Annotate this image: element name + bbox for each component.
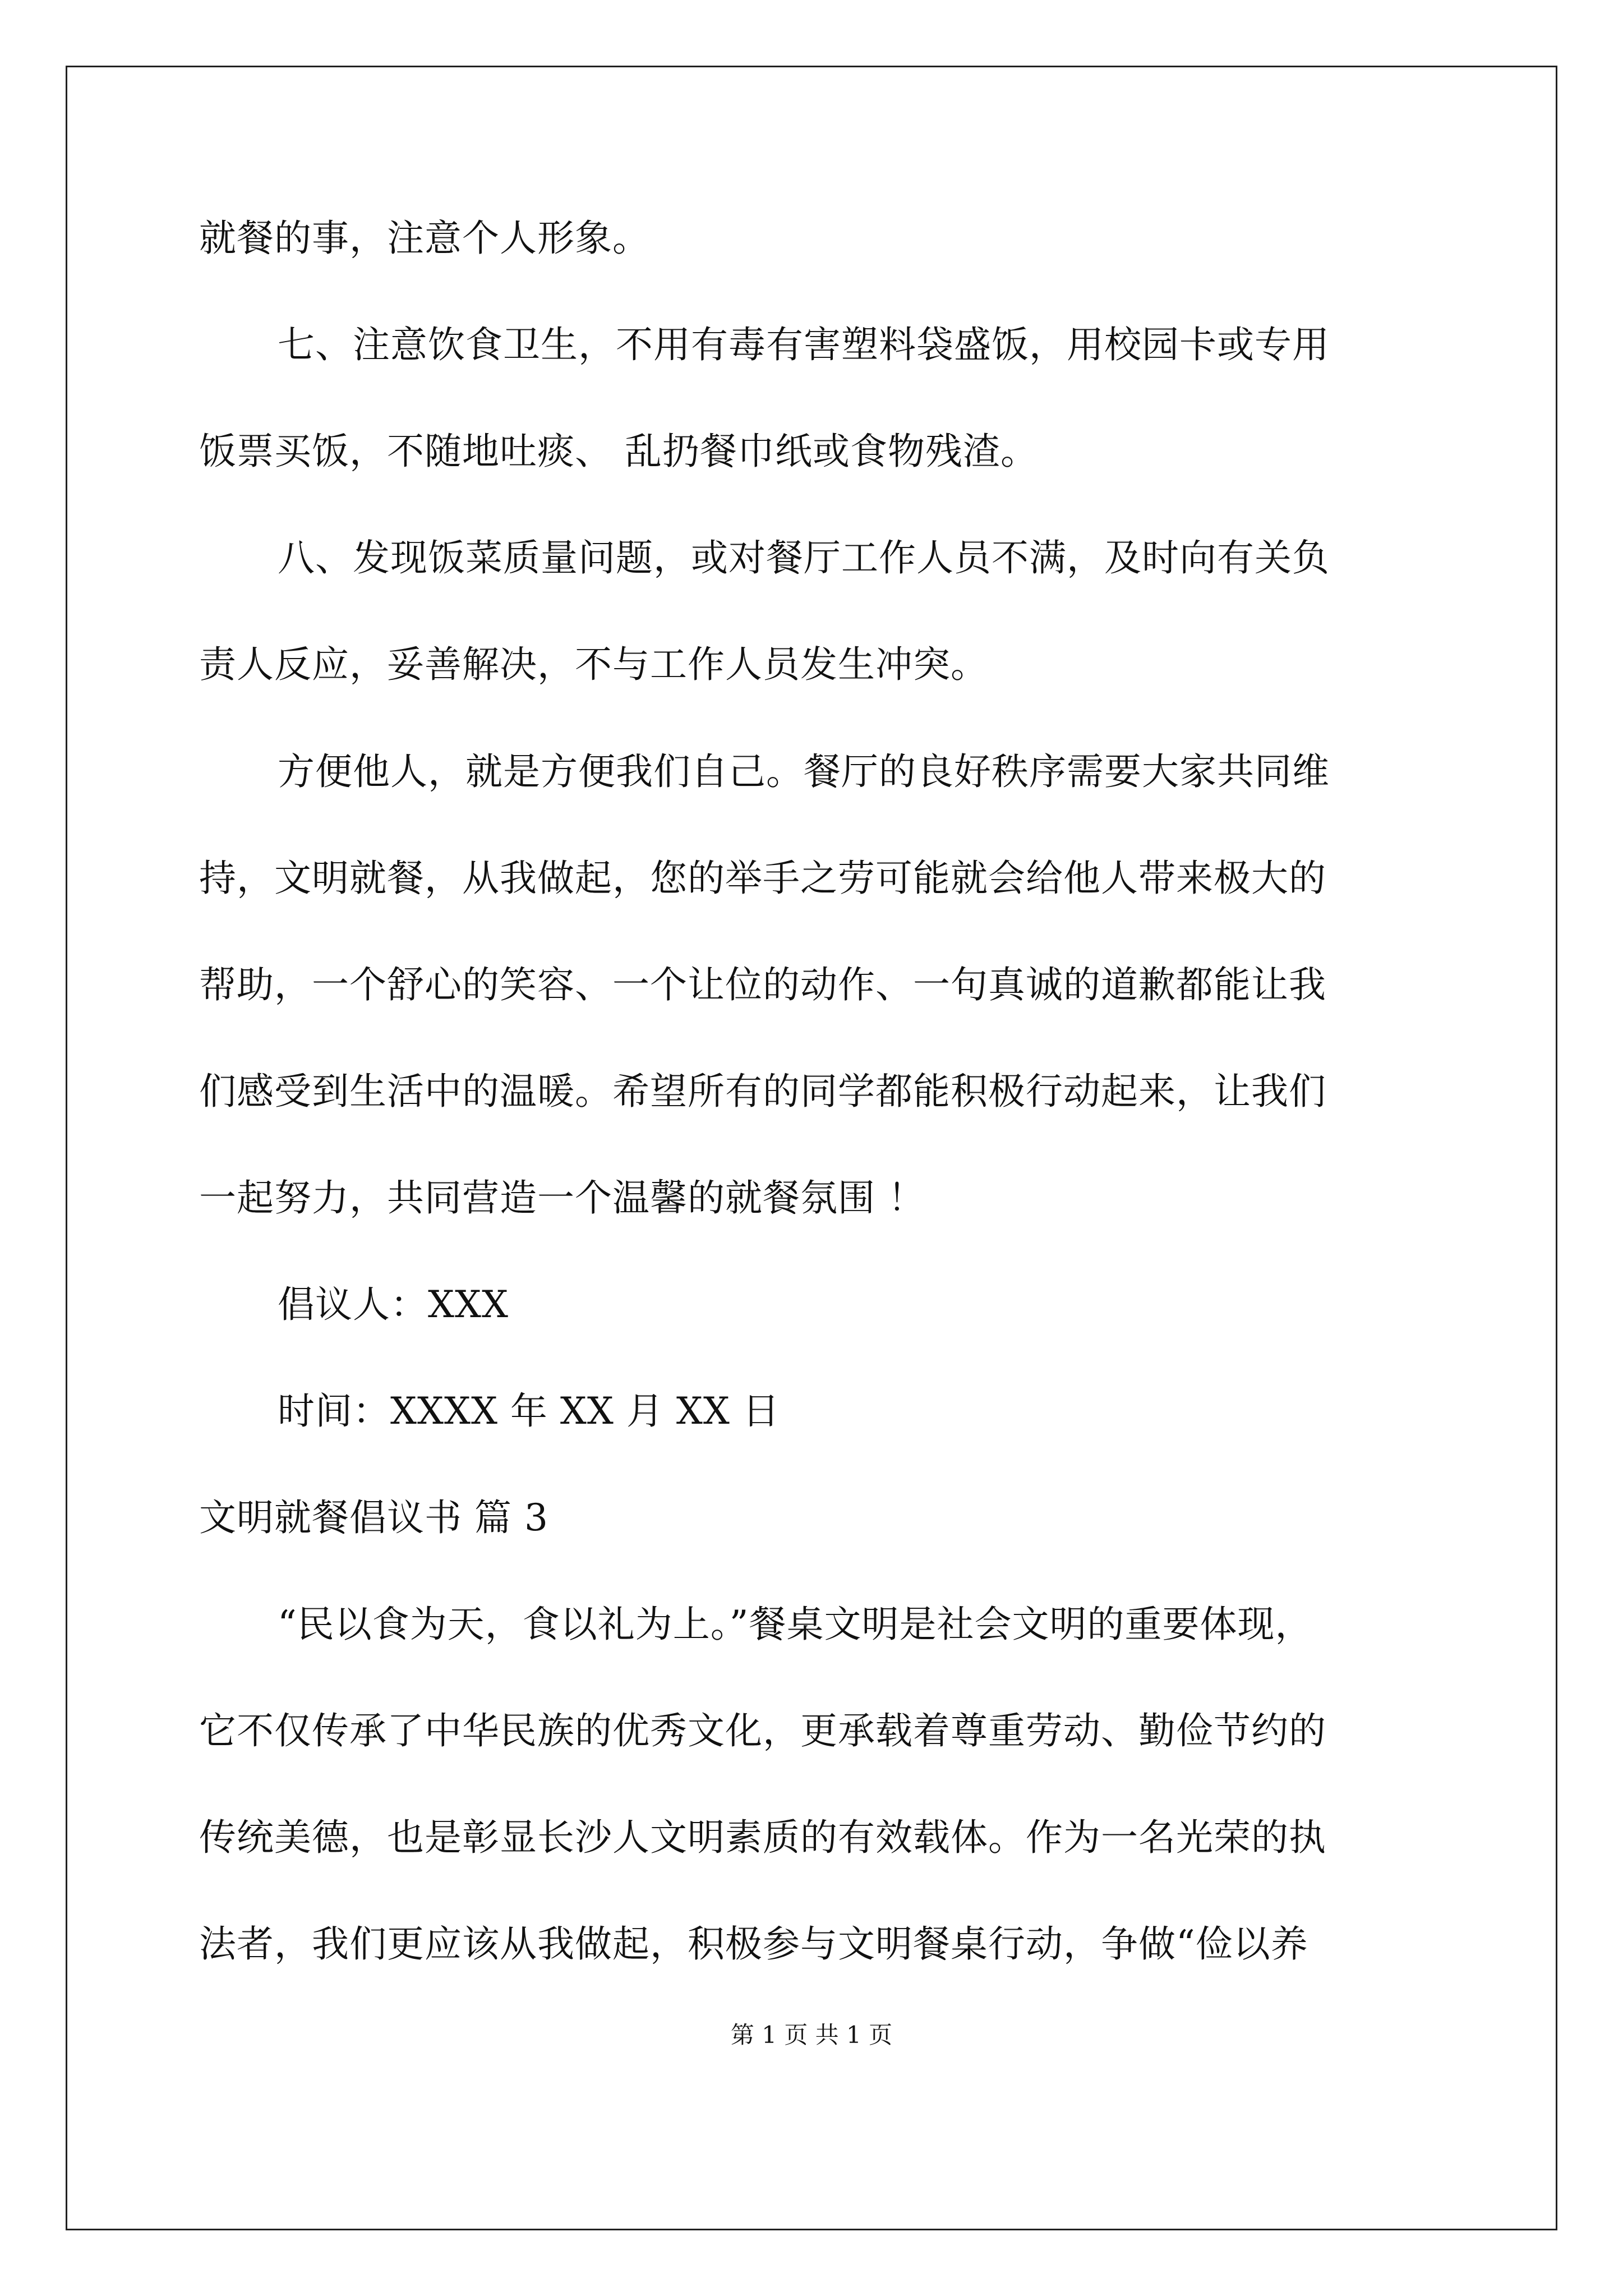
- text-line: 八、发现饭菜质量问题，或对餐厅工作人员不满，及时向有关负: [278, 536, 1330, 579]
- text-line: 饭票买饭，不随地吐痰、 乱扔餐巾纸或食物残渣。: [199, 430, 1038, 473]
- text-line: 帮助，一个舒心的笑容、一个让位的动作、一句真诚的道歉都能让我: [199, 963, 1326, 1006]
- text-line: 方便他人，就是方便我们自己。餐厅的良好秩序需要大家共同维: [278, 750, 1330, 793]
- text-line: 七、注意饮食卫生，不用有毒有害塑料袋盛饭，用校园卡或专用: [278, 323, 1330, 366]
- text-line: 法者，我们更应该从我做起，积极参与文明餐桌行动，争做“俭以养: [199, 1922, 1308, 1966]
- page-footer: 第 1 页 共 1 页: [730, 2021, 893, 2049]
- text-line: 持，文明就餐，从我做起，您的举手之劳可能就会给他人带来极大的: [199, 857, 1326, 900]
- text-line: 就餐的事，注意个人形象。: [199, 217, 650, 260]
- text-line: 们感受到生活中的温暖。希望所有的同学都能积极行动起来，让我们: [199, 1070, 1326, 1113]
- text-line: 传统美德，也是彰显长沙人文明素质的有效载体。作为一名光荣的执: [199, 1816, 1326, 1859]
- signature-line: 倡议人：XXX: [278, 1283, 509, 1326]
- text-line: 责人反应，妥善解决，不与工作人员发生冲突。: [199, 643, 988, 686]
- section-heading: 文明就餐倡议书 篇 3: [199, 1496, 548, 1539]
- text-line: 一起努力，共同营造一个温馨的就餐氛围 ！: [199, 1176, 925, 1220]
- text-line: 它不仅传承了中华民族的优秀文化，更承载着尊重劳动、勤俭节约的: [199, 1709, 1326, 1752]
- text-line: “民以食为天，食以礼为上。”餐桌文明是社会文明的重要体现，: [278, 1603, 1313, 1646]
- date-line: 时间：XXXX 年 XX 月 XX 日: [278, 1389, 780, 1433]
- page-border: [66, 66, 1557, 2230]
